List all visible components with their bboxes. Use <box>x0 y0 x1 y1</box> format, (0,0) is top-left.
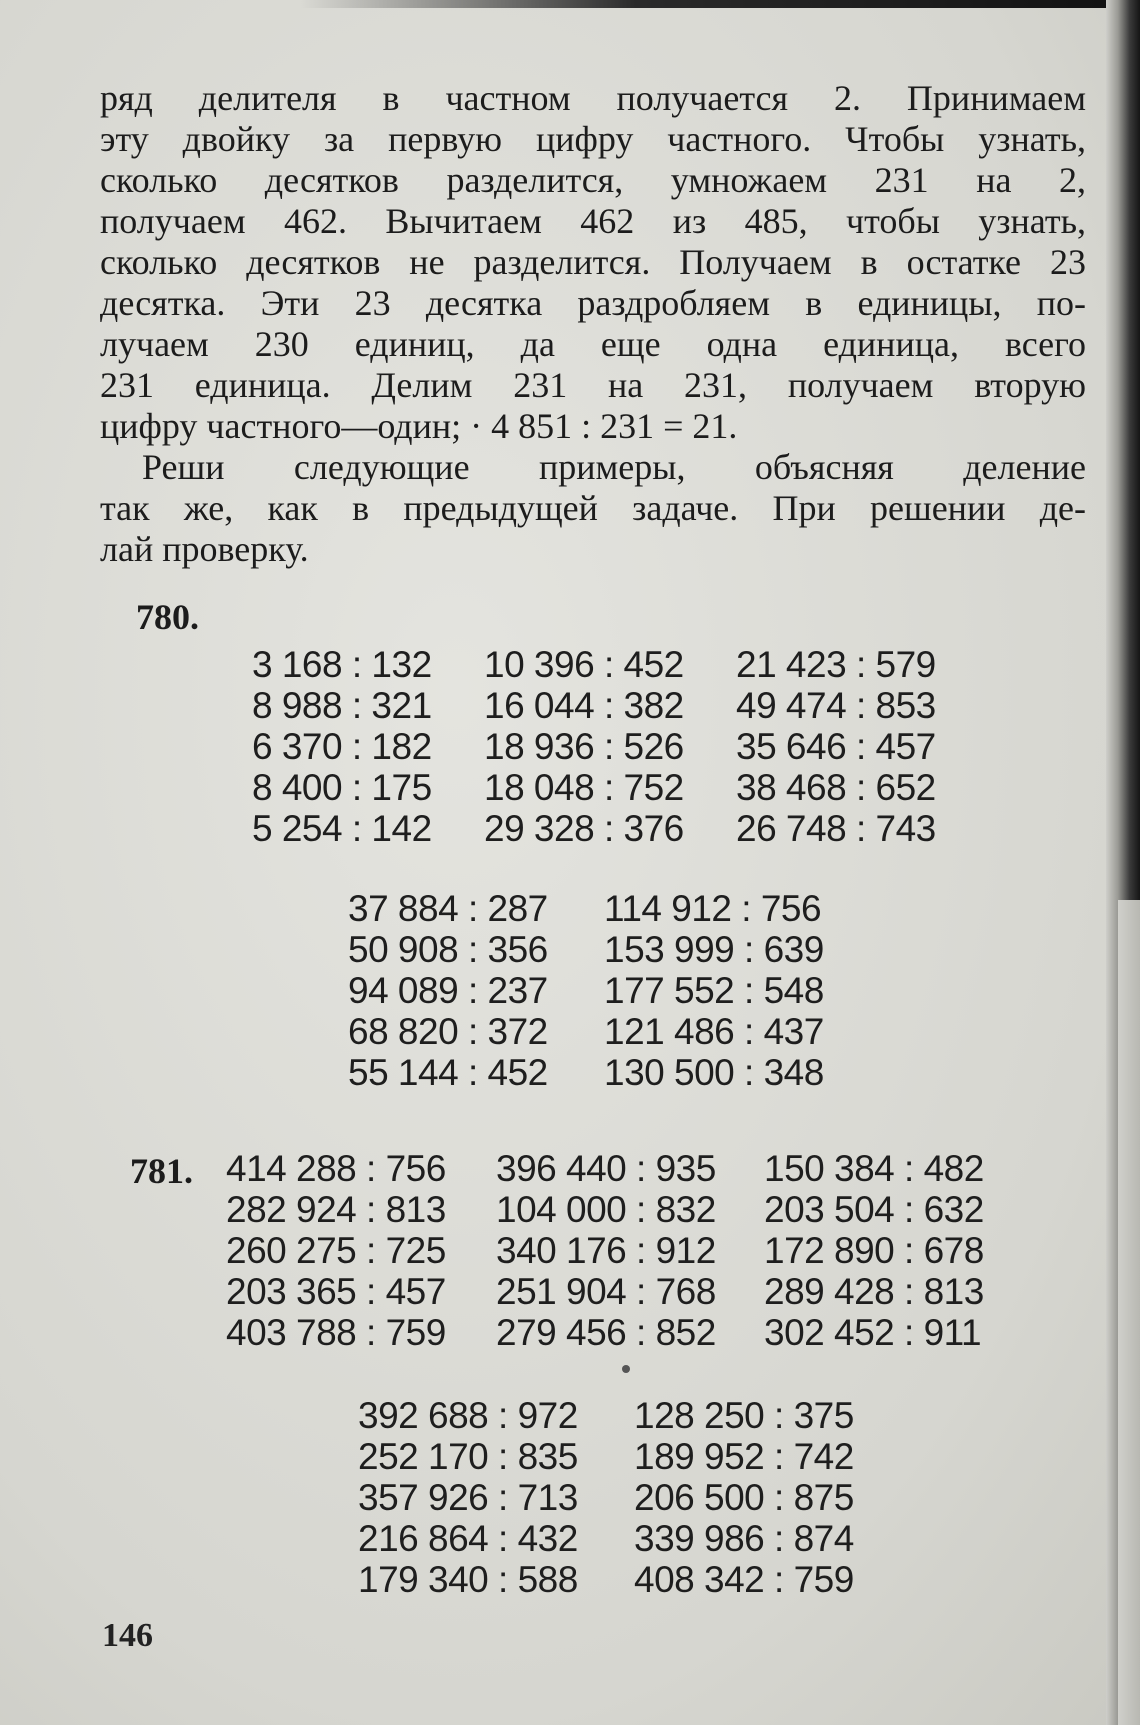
division-example: 49 474 : 853 <box>736 685 936 726</box>
exercise-781-group-1 <box>226 1148 1006 1358</box>
division-example: 252 170 : 835 <box>358 1436 578 1477</box>
division-example: 392 688 : 972 <box>358 1395 578 1436</box>
division-example: 3 168 : 132 <box>252 644 432 685</box>
text-line: Реши следующие примеры, объясняя деление <box>142 447 1086 487</box>
division-example: 5 254 : 142 <box>252 808 432 849</box>
text-line: сколько десятков не разделится. Получаем в остатке 23 <box>100 242 1086 282</box>
exercise-number-781: 781. <box>130 1151 193 1191</box>
division-example: 403 788 : 759 <box>226 1312 446 1353</box>
division-example: 414 288 : 756 <box>226 1148 446 1189</box>
division-example: 104 000 : 832 <box>496 1189 716 1230</box>
exercise-781-group-2 <box>358 1395 878 1605</box>
division-example: 8 400 : 175 <box>252 767 432 808</box>
page-number: 146 <box>102 1617 153 1654</box>
division-example: 203 504 : 632 <box>764 1189 984 1230</box>
division-example: 130 500 : 348 <box>604 1052 824 1093</box>
text-line: ряд делителя в частном получается 2. Принимаем <box>100 78 1086 118</box>
text-line: так же, как в предыдущей задаче. При решении де- <box>100 488 1086 528</box>
division-example: 189 952 : 742 <box>634 1436 854 1477</box>
division-example: 6 370 : 182 <box>252 726 432 767</box>
division-example: 289 428 : 813 <box>764 1271 984 1312</box>
exercise-column <box>348 888 548 1093</box>
division-example: 29 328 : 376 <box>484 808 684 849</box>
exercise-column <box>634 1395 854 1600</box>
division-example: 50 908 : 356 <box>348 929 548 970</box>
division-example: 38 468 : 652 <box>736 767 936 808</box>
exercise-column <box>764 1148 984 1353</box>
division-example: 357 926 : 713 <box>358 1477 578 1518</box>
division-example: 206 500 : 875 <box>634 1477 854 1518</box>
instruction-paragraph <box>100 447 1086 570</box>
division-example: 339 986 : 874 <box>634 1518 854 1559</box>
explanation-paragraph <box>100 78 1086 447</box>
division-example: 21 423 : 579 <box>736 644 936 685</box>
text-line: лучаем 230 единиц, да еще одна единица, всего <box>100 324 1086 364</box>
division-example: 179 340 : 588 <box>358 1559 578 1600</box>
print-speck <box>622 1365 630 1373</box>
exercise-number-780: 780. <box>136 597 199 637</box>
exercise-column <box>252 644 432 849</box>
division-example: 35 646 : 457 <box>736 726 936 767</box>
text-line: лай проверку. <box>100 529 309 569</box>
division-example: 18 048 : 752 <box>484 767 684 808</box>
exercise-column <box>736 644 936 849</box>
division-example: 68 820 : 372 <box>348 1011 548 1052</box>
division-example: 55 144 : 452 <box>348 1052 548 1093</box>
division-example: 16 044 : 382 <box>484 685 684 726</box>
text-line: десятка. Эти 23 десятка раздробляем в единицы, по- <box>100 283 1086 323</box>
division-example: 340 176 : 912 <box>496 1230 716 1271</box>
division-example: 94 089 : 237 <box>348 970 548 1011</box>
text-line: эту двойку за первую цифру частного. Чтобы узнать, <box>100 119 1086 159</box>
division-example: 8 988 : 321 <box>252 685 432 726</box>
division-example: 150 384 : 482 <box>764 1148 984 1189</box>
division-example: 153 999 : 639 <box>604 929 824 970</box>
division-example: 172 890 : 678 <box>764 1230 984 1271</box>
division-example: 203 365 : 457 <box>226 1271 446 1312</box>
division-example: 408 342 : 759 <box>634 1559 854 1600</box>
exercise-780-group-2 <box>348 888 868 1098</box>
exercise-column <box>496 1148 716 1353</box>
text-line: получаем 462. Вычитаем 462 из 485, чтобы узнать, <box>100 201 1086 241</box>
division-example: 177 552 : 548 <box>604 970 824 1011</box>
division-example: 10 396 : 452 <box>484 644 684 685</box>
division-example: 26 748 : 743 <box>736 808 936 849</box>
division-example: 114 912 : 756 <box>604 888 822 929</box>
page-shadow-top <box>300 0 1140 8</box>
division-example: 260 275 : 725 <box>226 1230 446 1271</box>
exercise-column <box>226 1148 446 1353</box>
division-example: 282 924 : 813 <box>226 1189 446 1230</box>
exercise-column <box>484 644 684 849</box>
division-example: 302 452 : 911 <box>764 1312 982 1353</box>
exercise-780-group-1 <box>252 644 972 854</box>
text-line: цифру частного—один; · 4 851 : 231 = 21. <box>100 406 738 446</box>
exercise-column <box>358 1395 578 1600</box>
page-edge-lower <box>1118 900 1140 1725</box>
division-example: 216 864 : 432 <box>358 1518 578 1559</box>
division-example: 18 936 : 526 <box>484 726 684 767</box>
text-line: 231 единица. Делим 231 на 231, получаем вторую <box>100 365 1086 405</box>
body-text <box>100 78 1086 570</box>
division-example: 396 440 : 935 <box>496 1148 716 1189</box>
division-example: 279 456 : 852 <box>496 1312 716 1353</box>
division-example: 121 486 : 437 <box>604 1011 824 1052</box>
exercise-column <box>604 888 824 1093</box>
text-line: сколько десятков разделится, умножаем 231 на 2, <box>100 160 1086 200</box>
division-example: 37 884 : 287 <box>348 888 548 929</box>
division-example: 128 250 : 375 <box>634 1395 854 1436</box>
division-example: 251 904 : 768 <box>496 1271 716 1312</box>
